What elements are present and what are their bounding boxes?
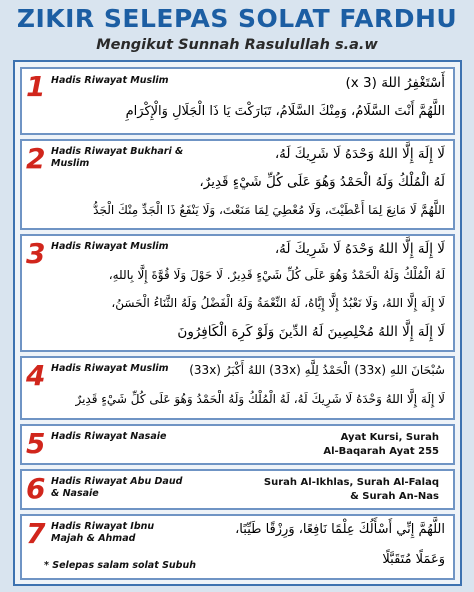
narrator-label: Hadis Riwayat Ibnu Majah & Ahmad: [51, 521, 155, 544]
item-number: 7: [26, 517, 46, 550]
zikir-item-6: [20, 469, 455, 510]
page-title: ZIKIR SELEPAS SOLAT FARDHU: [16, 4, 458, 33]
arabic-line: أَسْتَغْفِرُ اللهَ (3 x): [345, 75, 445, 91]
zikir-panel: [13, 60, 462, 586]
item-number: 3: [26, 237, 46, 270]
zikir-item-1: [20, 67, 455, 135]
surah-line: Ayat Kursi, Surah: [340, 432, 439, 443]
arabic-line: لَهُ الْمُلْكُ وَلَهُ الْحَمْدُ وَهُوَ عَلَى كُلِّ شَيْءٍ قَدِيرٌ. لَا حَوْلَ وَلَا قُوَّةَ إِلَّا بِاللهِ،: [108, 268, 445, 282]
narrator-label: Hadis Riwayat Muslim: [51, 75, 169, 86]
arabic-line: لَهُ الْمُلْكُ وَلَهُ الْحَمْدُ وَهُوَ عَلَى كُلِّ شَيْءٍ قَدِيرٌ،: [199, 174, 445, 190]
zikir-item-3: [20, 234, 455, 352]
page-subtitle: Mengikut Sunnah Rasulullah s.a.w: [96, 37, 378, 53]
item-number: 6: [26, 472, 46, 505]
arabic-line: لَا إِلَهَ إِلَّا اللهُ وَحْدَهُ لَا شَرِيكَ لَهُ،: [274, 146, 445, 162]
item-number: 2: [26, 142, 46, 175]
zikir-item-2: [20, 139, 455, 230]
arabic-line: اللَّهُمَّ إِنِّي أَسْأَلُكَ عِلْمًا نَافِعًا، وَرِزْقًا طَيِّبًا،: [235, 522, 445, 537]
arabic-line: لَا إِلَهَ إِلَّا اللهُ وَحْدَهُ لَا شَرِيكَ لَهُ، لَهُ الْمُلْكُ وَلَهُ الْحَمْدُ وَهُوَ عَلَى كُلِّ شَيْءٍ قَدِيرٌ: [75, 392, 445, 406]
narrator-label: Hadis Riwayat Bukhari & Muslim: [51, 146, 184, 169]
narrator-label: Hadis Riwayat Muslim: [51, 241, 169, 252]
zikir-item-5: [20, 424, 455, 465]
surah-line: & Surah An-Nas: [350, 490, 439, 502]
zikir-item-4: [20, 356, 455, 420]
arabic-line: لَا إِلَهَ إِلَّا اللهُ، وَلَا نَعْبُدُ إِلَّا إِيَّاهُ، لَهُ النِّعْمَةُ وَلَهُ الْفَضْلُ وَلَهُ الثَّنَاءُ الْحَسَنُ،: [111, 296, 445, 310]
item-number: 4: [26, 359, 46, 392]
zikir-item-7: [20, 514, 455, 580]
surah-reference: [323, 431, 439, 458]
subuh-note: * Selepas salam solat Subuh: [44, 560, 196, 571]
arabic-line: لَا إِلَهَ إِلَّا اللهُ مُخْلِصِينَ لَهُ الدِّينَ وَلَوْ كَرِهَ الْكَافِرُونَ: [177, 324, 445, 340]
item-number: 5: [26, 427, 46, 460]
arabic-line: وَعَمَلًا مُتَقَبَّلًا: [382, 552, 445, 567]
narrator-label: Hadis Riwayat Muslim: [51, 363, 169, 374]
arabic-line: اللَّهُمَّ لَا مَانِعَ لِمَا أَعْطَيْتَ، وَلَا مُعْطِيَ لِمَا مَنَعْتَ، وَلَا يَنْفَعُ ذَا الْجَدِّ مِنْكَ الْجَدُّ: [93, 203, 445, 217]
narrator-label: Hadis Riwayat Nasaie: [51, 431, 167, 442]
surah-line: Surah Al-Ikhlas, Surah Al-Falaq: [263, 477, 439, 488]
arabic-line: سُبْحَانَ اللهِ (33x) الْحَمْدُ لِلَّهِ (33x) اللهُ أَكْبَرُ (33x): [189, 363, 445, 377]
item-number: 1: [26, 70, 46, 103]
arabic-line: اللَّهُمَّ أَنْتَ السَّلَامُ، وَمِنْكَ السَّلَامُ، تَبَارَكْتَ يَا ذَا الْجَلَالِ وَالْإِكْرَامِ: [125, 104, 445, 119]
surah-reference: [264, 476, 439, 503]
narrator-label: Hadis Riwayat Abu Daud & Nasaie: [51, 476, 183, 499]
surah-line: Al-Baqarah Ayat 255: [323, 445, 439, 457]
arabic-line: لَا إِلَهَ إِلَّا اللهُ وَحْدَهُ لَا شَرِيكَ لَهُ،: [274, 241, 445, 257]
